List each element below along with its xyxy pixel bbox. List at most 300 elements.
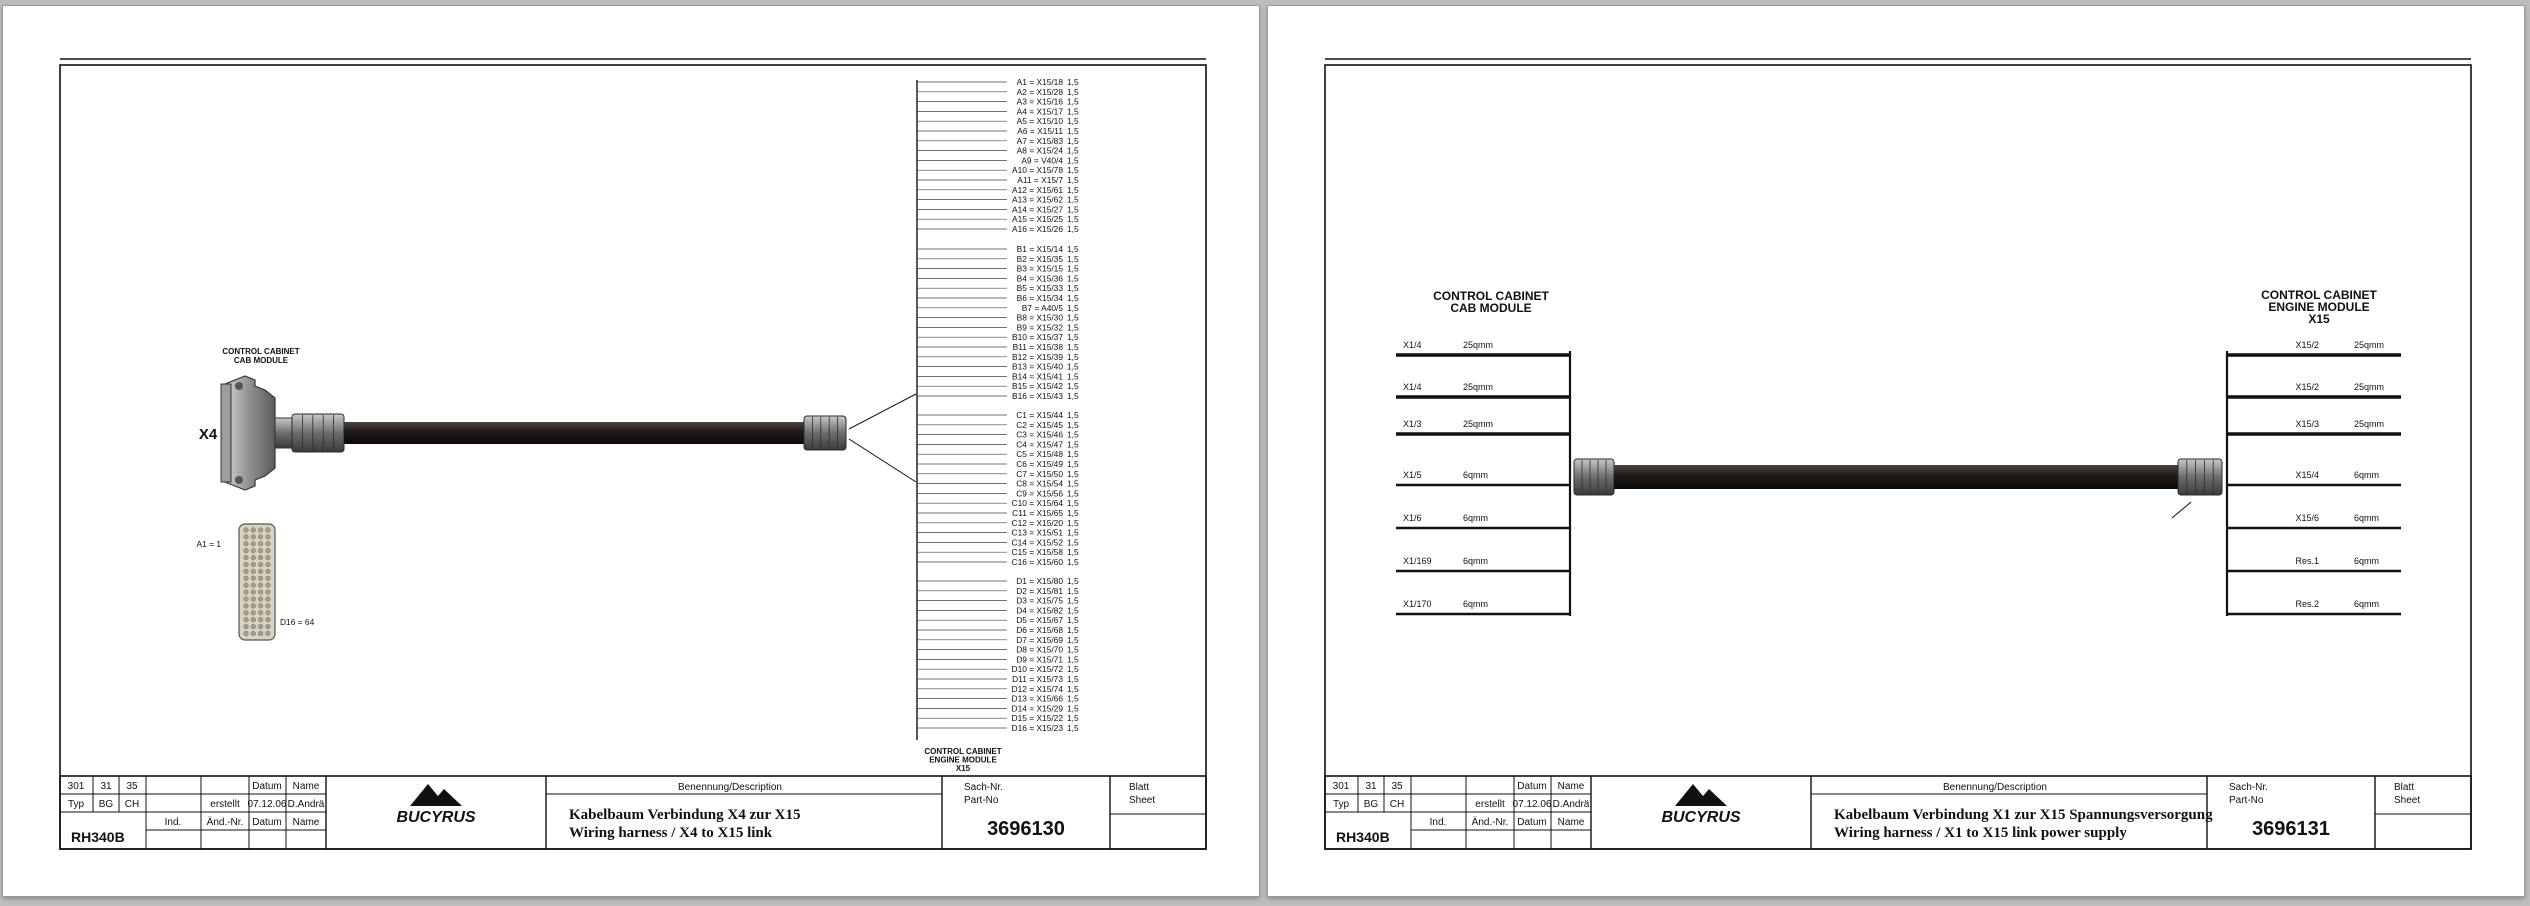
pin-assignment: C6 = X15/49 xyxy=(1016,459,1063,469)
insert-pin xyxy=(251,528,256,533)
insert-pin xyxy=(266,569,271,574)
pin-assignment: C2 = X15/45 xyxy=(1016,419,1063,430)
pin-cross-section: 1,5 xyxy=(1067,184,1079,195)
insert-pin xyxy=(251,535,256,540)
right-wire-size: 6qmm xyxy=(2354,513,2380,523)
insert-pin xyxy=(258,617,263,622)
insert-pin xyxy=(258,542,263,547)
insert-pin xyxy=(251,576,256,581)
brand-name: BUCYRUS xyxy=(396,809,476,826)
block-cell-301: 301 xyxy=(1332,781,1350,792)
insert-pin xyxy=(244,583,249,588)
insert-pin xyxy=(251,631,256,636)
pin-cross-section: 1,5 xyxy=(1067,361,1079,372)
pin-cross-section: 1,5 xyxy=(1067,204,1079,215)
pin-assignment: A6 = X15/11 xyxy=(1017,126,1063,136)
model-number: RH340B xyxy=(71,829,125,845)
description-german: Kabelbaum Verbindung X1 zur X15 Spannungsversorgung xyxy=(1834,807,2213,823)
insert-pin xyxy=(251,542,256,547)
insert-pin xyxy=(266,617,271,622)
insert-pin xyxy=(244,528,249,533)
block-label-ind: Ind. xyxy=(164,817,182,828)
pin-cross-section: 1,5 xyxy=(1067,302,1079,313)
right-wire-size: 25qmm xyxy=(2354,340,2385,350)
insert-pin xyxy=(244,617,249,622)
label-sach-nr: Sach-Nr. xyxy=(2229,782,2268,793)
right-wire-size: 25qmm xyxy=(2354,419,2385,429)
pin-cross-section: 1,5 xyxy=(1067,145,1079,156)
block-label-name: Name xyxy=(292,781,320,792)
pin-assignment: D8 = X15/70 xyxy=(1016,644,1063,655)
right-wire-size: 6qmm xyxy=(2354,599,2380,609)
insert-pin xyxy=(258,611,263,616)
insert-pin xyxy=(266,555,271,560)
document-page-2[interactable] xyxy=(1268,6,2524,896)
right-wire-id: X15/4 xyxy=(2295,470,2319,480)
pin-assignment: D10 = X15/72 xyxy=(1011,664,1063,675)
hood-latch xyxy=(235,476,243,484)
right-wire-id: X15/2 xyxy=(2295,340,2319,350)
pin-assignment: B12 = X15/39 xyxy=(1012,351,1063,362)
pin-cross-section: 1,5 xyxy=(1067,106,1079,117)
pin-cross-section: 1,5 xyxy=(1067,576,1079,586)
brand-name: BUCYRUS xyxy=(1661,809,1741,826)
insert-pin xyxy=(251,624,256,629)
block-cell-ch: CH xyxy=(124,799,140,810)
pin-assignment: A16 = X15/26 xyxy=(1012,224,1063,234)
pin-assignment: D6 = X15/68 xyxy=(1016,625,1063,635)
pin-cross-section: 1,5 xyxy=(1067,713,1079,724)
pin-assignment: C5 = X15/48 xyxy=(1016,449,1063,460)
block-cell-typ: Typ xyxy=(1332,799,1350,810)
block-cell-301: 301 xyxy=(67,781,85,792)
block-label-datum: Datum xyxy=(252,781,282,792)
pin-assignment: D5 = X15/67 xyxy=(1016,615,1063,626)
pin-cross-section: 1,5 xyxy=(1067,693,1079,704)
ferrule-body xyxy=(804,416,846,450)
pin-assignment: A1 = X15/18 xyxy=(1016,77,1063,87)
insert-pin xyxy=(244,597,249,602)
insert-pin xyxy=(251,562,256,567)
insert-pin xyxy=(251,597,256,602)
right-wire-id: X15/2 xyxy=(2295,382,2319,392)
block-cell-35: 35 xyxy=(1391,781,1403,792)
right-wire-size: 25qmm xyxy=(2354,382,2385,392)
block-cell-31: 31 xyxy=(1365,781,1377,792)
insert-pin xyxy=(258,631,263,636)
left-wire-id: X1/6 xyxy=(1403,513,1422,523)
right-cabinet-label: ENGINE MODULE xyxy=(929,755,997,765)
pin-assignment: D12 = X15/74 xyxy=(1011,683,1063,694)
ferrule-body xyxy=(1574,459,1614,495)
pin-assignment: D4 = X15/82 xyxy=(1016,605,1063,616)
pin-cross-section: 1,5 xyxy=(1067,194,1079,205)
left-cabinet-title: CONTROL CABINET xyxy=(222,347,300,356)
pin-assignment: D16 = X15/23 xyxy=(1011,723,1063,733)
block-label-datum: Datum xyxy=(1517,781,1547,792)
right-cabinet-label: CONTROL CABINET xyxy=(924,747,1002,756)
pin-assignment: C15 = X15/58 xyxy=(1011,547,1063,558)
insert-pin xyxy=(258,535,263,540)
insert-pin xyxy=(251,611,256,616)
pin-assignment: A10 = X15/78 xyxy=(1012,165,1063,176)
block-label-aend: Änd.-Nr. xyxy=(1471,817,1509,828)
pin-cross-section: 1,5 xyxy=(1067,498,1079,509)
insert-pin xyxy=(266,542,271,547)
pin-assignment: C11 = X15/65 xyxy=(1012,508,1063,518)
part-number: 3696130 xyxy=(987,818,1065,840)
label-sheet: Sheet xyxy=(1129,795,1156,806)
left-wire-size: 6qmm xyxy=(1463,513,1489,523)
block-cell-bg: BG xyxy=(98,799,114,810)
insert-pin xyxy=(244,604,249,609)
pin-cross-section: 1,5 xyxy=(1067,634,1079,645)
right-wire-id: X15/6 xyxy=(2295,513,2319,523)
block-label-ind: Ind. xyxy=(1429,817,1447,828)
block-cell-bg: BG xyxy=(1363,799,1379,810)
label-sach-nr: Sach-Nr. xyxy=(964,782,1003,793)
pin-cross-section: 1,5 xyxy=(1067,459,1079,469)
pin-assignment: A5 = X15/10 xyxy=(1016,116,1063,127)
insert-pin xyxy=(251,583,256,588)
hood-gland xyxy=(275,418,293,448)
pin-assignment: D3 = X15/75 xyxy=(1016,595,1063,606)
insert-pin xyxy=(266,576,271,581)
pin-assignment: A4 = X15/17 xyxy=(1016,106,1063,117)
pin-assignment: C7 = X15/50 xyxy=(1016,468,1063,479)
label-blatt: Blatt xyxy=(1129,782,1150,793)
insert-pin xyxy=(266,590,271,595)
pin-assignment-list xyxy=(917,77,1079,740)
pin-assignment: A13 = X15/62 xyxy=(1012,194,1063,205)
pin-assignment: B4 = X15/36 xyxy=(1016,273,1063,284)
description-german: Kabelbaum Verbindung X4 zur X15 xyxy=(569,807,801,823)
pin-assignment: B7 = A40/5 xyxy=(1021,302,1063,313)
pin-cross-section: 1,5 xyxy=(1067,96,1079,107)
insert-pin xyxy=(266,548,271,553)
pin-cross-section: 1,5 xyxy=(1067,322,1079,333)
pin-cross-section: 1,5 xyxy=(1067,419,1079,430)
insert-pin xyxy=(244,624,249,629)
left-cabinet-label: CONTROL CABINET xyxy=(1433,289,1549,303)
block-label-erstellt: erstellt xyxy=(210,799,240,810)
pin-last-label: D16 = 64 xyxy=(280,617,315,627)
title-block xyxy=(1325,776,2471,849)
insert-pin xyxy=(266,597,271,602)
cable-sheath xyxy=(1614,465,2178,489)
insert-pin xyxy=(251,590,256,595)
block-label-datum-2: Datum xyxy=(252,817,282,828)
pin-cross-section: 1,5 xyxy=(1067,253,1079,264)
insert-pin xyxy=(266,528,271,533)
mountain-icon xyxy=(1675,784,1727,806)
pin-cross-section: 1,5 xyxy=(1067,703,1079,714)
insert-pin xyxy=(244,555,249,560)
insert-pin xyxy=(258,528,263,533)
insert-pin xyxy=(258,576,263,581)
pin-assignment: C1 = X15/44 xyxy=(1016,410,1063,420)
pin-cross-section: 1,5 xyxy=(1067,371,1079,382)
pin-cross-section: 1,5 xyxy=(1067,410,1079,420)
left-wire-id: X1/4 xyxy=(1403,382,1422,392)
pin-cross-section: 1,5 xyxy=(1067,615,1079,626)
part-number: 3696131 xyxy=(2252,818,2330,840)
pin-cross-section: 1,5 xyxy=(1067,478,1079,489)
pin-assignment: B3 = X15/15 xyxy=(1016,263,1063,274)
left-wire-size: 25qmm xyxy=(1463,340,1494,350)
insert-pin xyxy=(258,583,263,588)
x4-cable-gland xyxy=(292,414,344,452)
pin-assignment: D15 = X15/22 xyxy=(1011,713,1063,724)
pin-cross-section: 1,5 xyxy=(1067,391,1079,401)
pin-cross-section: 1,5 xyxy=(1067,585,1079,596)
ferrule-body xyxy=(2178,459,2222,495)
insert-pin xyxy=(266,611,271,616)
label-part-no: Part-No xyxy=(2229,795,2264,806)
left-wire-size: 25qmm xyxy=(1463,382,1494,392)
description-english: Wiring harness / X4 to X15 link xyxy=(569,825,773,841)
insert-pin xyxy=(251,617,256,622)
pin-assignment: D1 = X15/80 xyxy=(1016,576,1063,586)
fan-out-line-top xyxy=(849,394,916,429)
block-label-aend: Änd.-Nr. xyxy=(206,817,244,828)
cable-sheath xyxy=(344,422,804,444)
x4-pin-insert xyxy=(239,524,275,640)
pin-cross-section: 1,5 xyxy=(1067,468,1079,479)
pin-cross-section: 1,5 xyxy=(1067,654,1079,665)
right-wire-size: 6qmm xyxy=(2354,470,2380,480)
mountain-icon xyxy=(410,784,462,806)
pin-assignment: B1 = X15/14 xyxy=(1016,244,1063,254)
pin-assignment: A15 = X15/25 xyxy=(1012,214,1063,225)
pin-assignment: B16 = X15/43 xyxy=(1012,391,1063,401)
pin-cross-section: 1,5 xyxy=(1067,86,1079,97)
pin-assignment: D7 = X15/69 xyxy=(1016,634,1063,645)
pin-cross-section: 1,5 xyxy=(1067,155,1079,166)
leader-line xyxy=(2172,502,2191,518)
pin-assignment: B14 = X15/41 xyxy=(1012,371,1063,382)
insert-pin xyxy=(244,562,249,567)
pin-cross-section: 1,5 xyxy=(1067,293,1079,303)
insert-pin xyxy=(258,555,263,560)
document-page-1[interactable] xyxy=(3,6,1259,896)
left-wire-size: 6qmm xyxy=(1463,599,1489,609)
block-date: 07.12.06 xyxy=(1512,799,1552,810)
insert-pin xyxy=(266,624,271,629)
connector-x4-label: X4 xyxy=(198,426,218,443)
pin-cross-section: 1,5 xyxy=(1067,547,1079,558)
pin-assignment: B5 = X15/33 xyxy=(1016,283,1063,294)
pin-cross-section: 1,5 xyxy=(1067,77,1079,87)
pin-assignment: A8 = X15/24 xyxy=(1016,145,1063,156)
pin-cross-section: 1,5 xyxy=(1067,214,1079,225)
right-cabinet-label: CONTROL CABINET xyxy=(2261,288,2377,302)
pin-assignment: C4 = X15/47 xyxy=(1016,439,1063,450)
pin-cross-section: 1,5 xyxy=(1067,517,1079,528)
pin-cross-section: 1,5 xyxy=(1067,557,1079,567)
pin-cross-section: 1,5 xyxy=(1067,625,1079,635)
pin-cross-section: 1,5 xyxy=(1067,644,1079,655)
x15-end-ferrule xyxy=(804,416,846,450)
left-cabinet-subtitle: CAB MODULE xyxy=(233,356,289,365)
left-wire-id: X1/3 xyxy=(1403,419,1422,429)
hood-latch xyxy=(235,382,243,390)
left-wire-id: X1/170 xyxy=(1403,599,1432,609)
right-cable-ferrule xyxy=(2178,459,2222,495)
label-part-no: Part-No xyxy=(964,795,999,806)
insert-pin xyxy=(258,548,263,553)
pin-assignment: A14 = X15/27 xyxy=(1012,204,1063,215)
pin-cross-section: 1,5 xyxy=(1067,165,1079,176)
insert-pin xyxy=(266,583,271,588)
right-wire-id: Res.1 xyxy=(2295,556,2319,566)
bucyrus-logo xyxy=(396,784,475,826)
page-1-drawing xyxy=(3,6,1259,896)
block-cell-35: 35 xyxy=(126,781,138,792)
pin-assignment: A3 = X15/16 xyxy=(1016,96,1063,107)
pin-assignment: B8 = X15/30 xyxy=(1016,312,1063,323)
pin-assignment: B9 = X15/32 xyxy=(1016,322,1063,333)
insert-pin xyxy=(266,604,271,609)
pin-cross-section: 1,5 xyxy=(1067,527,1079,538)
label-sheet: Sheet xyxy=(2394,795,2421,806)
pin-assignment: B15 = X15/42 xyxy=(1012,381,1063,392)
pin-assignment: D14 = X15/29 xyxy=(1011,703,1063,714)
pin-assignment: B10 = X15/37 xyxy=(1012,332,1063,343)
pin-cross-section: 1,5 xyxy=(1067,224,1079,234)
pin-cross-section: 1,5 xyxy=(1067,342,1079,352)
title-block xyxy=(60,776,1206,849)
insert-pin xyxy=(258,562,263,567)
insert-pin xyxy=(244,548,249,553)
pin-cross-section: 1,5 xyxy=(1067,595,1079,606)
pin-cross-section: 1,5 xyxy=(1067,126,1079,136)
drawing-frame xyxy=(1325,65,2471,849)
pin-assignment: C10 = X15/64 xyxy=(1011,498,1063,509)
pin-assignment: D13 = X15/66 xyxy=(1011,693,1063,704)
pin-assignment: A9 = V40/4 xyxy=(1021,155,1063,166)
insert-pin xyxy=(258,590,263,595)
right-cabinet-label: X15 xyxy=(2308,312,2330,326)
insert-pin xyxy=(244,631,249,636)
pin-cross-section: 1,5 xyxy=(1067,537,1079,548)
description-header: Benennung/Description xyxy=(678,782,782,793)
insert-body xyxy=(239,524,275,640)
block-date: 07.12.06 xyxy=(247,799,287,810)
pin-cross-section: 1,5 xyxy=(1067,332,1079,343)
pin-assignment: C12 = X15/20 xyxy=(1011,517,1063,528)
pin-cross-section: 1,5 xyxy=(1067,263,1079,274)
insert-pin xyxy=(251,555,256,560)
insert-pin xyxy=(244,535,249,540)
pin-assignment: B13 = X15/40 xyxy=(1012,361,1063,372)
model-number: RH340B xyxy=(1336,829,1390,845)
hood-flange xyxy=(221,384,231,482)
insert-pin xyxy=(244,611,249,616)
pin-cross-section: 1,5 xyxy=(1067,723,1079,733)
insert-pin xyxy=(258,597,263,602)
pin-cross-section: 1,5 xyxy=(1067,439,1079,450)
insert-pin xyxy=(266,631,271,636)
fan-out-line-bottom xyxy=(849,439,916,482)
description-header: Benennung/Description xyxy=(1943,782,2047,793)
pin-cross-section: 1,5 xyxy=(1067,244,1079,254)
pin-assignment: A11 = X15/7 xyxy=(1017,175,1063,185)
left-cable-ferrule xyxy=(1574,459,1614,495)
pin-cross-section: 1,5 xyxy=(1067,312,1079,323)
pin-cross-section: 1,5 xyxy=(1067,351,1079,362)
pin-cross-section: 1,5 xyxy=(1067,488,1079,499)
pin-assignment: C3 = X15/46 xyxy=(1016,429,1063,440)
block-label-name-2: Name xyxy=(292,817,320,828)
page-2-drawing xyxy=(1268,6,2524,896)
left-wire-size: 6qmm xyxy=(1463,556,1489,566)
insert-pin xyxy=(251,569,256,574)
insert-pin xyxy=(258,604,263,609)
pin-cross-section: 1,5 xyxy=(1067,674,1079,684)
block-author: D.Andrä xyxy=(1552,799,1590,810)
block-cell-ch: CH xyxy=(1389,799,1405,810)
pin-cross-section: 1,5 xyxy=(1067,283,1079,294)
bucyrus-logo xyxy=(1661,784,1740,826)
pin-cross-section: 1,5 xyxy=(1067,135,1079,146)
left-wire-id: X1/5 xyxy=(1403,470,1422,480)
pin-cross-section: 1,5 xyxy=(1067,429,1079,440)
hood-body xyxy=(225,376,275,490)
right-cabinet-label: ENGINE MODULE xyxy=(2268,300,2370,314)
pin-assignment: D11 = X15/73 xyxy=(1012,674,1063,684)
block-author: D.Andrä xyxy=(287,799,325,810)
ferrule-body xyxy=(292,414,344,452)
x4-connector-hood xyxy=(221,376,293,490)
pin-assignment: B2 = X15/35 xyxy=(1016,253,1063,264)
pin-cross-section: 1,5 xyxy=(1067,664,1079,675)
right-wire-id: Res.2 xyxy=(2295,599,2319,609)
pin-assignment: A12 = X15/61 xyxy=(1012,184,1063,195)
pin-assignment: D2 = X15/81 xyxy=(1016,585,1063,596)
pin-assignment: C13 = X15/51 xyxy=(1011,527,1063,538)
pin-cross-section: 1,5 xyxy=(1067,508,1079,518)
pin-cross-section: 1,5 xyxy=(1067,175,1079,185)
pin-cross-section: 1,5 xyxy=(1067,449,1079,460)
insert-pin xyxy=(244,569,249,574)
insert-pin xyxy=(244,576,249,581)
pin-cross-section: 1,5 xyxy=(1067,605,1079,616)
insert-pin xyxy=(251,548,256,553)
insert-pin xyxy=(244,590,249,595)
pin-cross-section: 1,5 xyxy=(1067,273,1079,284)
block-label-name-2: Name xyxy=(1557,817,1585,828)
pin-cross-section: 1,5 xyxy=(1067,683,1079,694)
pin-assignment: C9 = X15/56 xyxy=(1016,488,1063,499)
pin-assignment: B6 = X15/34 xyxy=(1016,293,1063,303)
pin-assignment: C14 = X15/52 xyxy=(1011,537,1063,548)
left-wire-size: 6qmm xyxy=(1463,470,1489,480)
right-wire-id: X15/3 xyxy=(2295,419,2319,429)
pin-assignment: A2 = X15/28 xyxy=(1016,86,1063,97)
left-wire-id: X1/169 xyxy=(1403,556,1432,566)
pin-first-label: A1 = 1 xyxy=(196,539,221,549)
right-wire-size: 6qmm xyxy=(2354,556,2380,566)
description-english: Wiring harness / X1 to X15 link power supply xyxy=(1834,825,2127,841)
block-label-name: Name xyxy=(1557,781,1585,792)
insert-pin xyxy=(251,604,256,609)
right-cabinet-label: X15 xyxy=(955,764,971,773)
pin-assignment: C8 = X15/54 xyxy=(1016,478,1063,489)
block-label-erstellt: erstellt xyxy=(1475,799,1505,810)
left-cabinet-label: CAB MODULE xyxy=(1450,301,1532,315)
pin-assignment: D9 = X15/71 xyxy=(1016,654,1063,665)
